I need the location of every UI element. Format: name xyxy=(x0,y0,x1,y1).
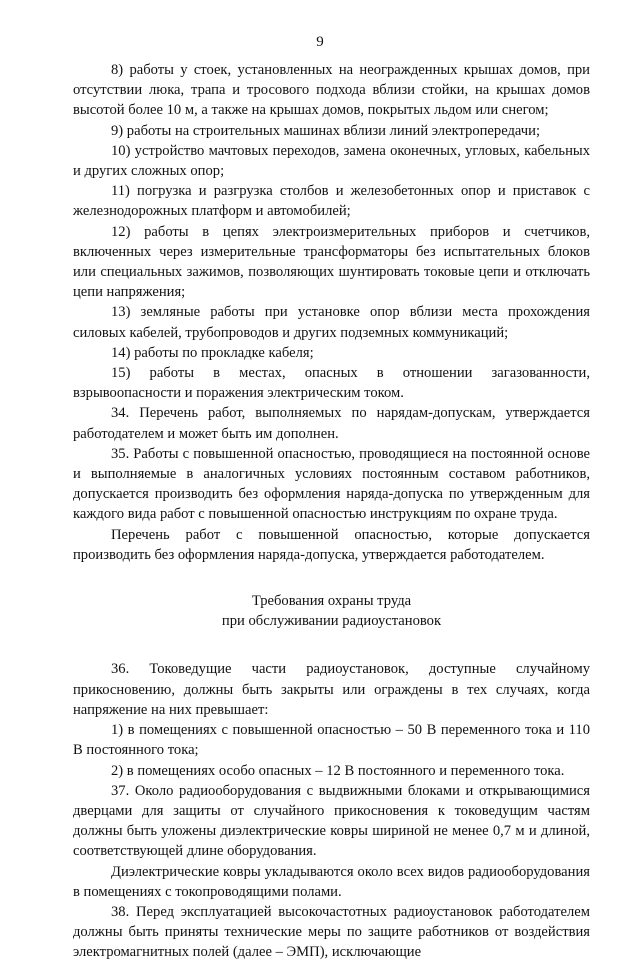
paragraph-37: 37. Около радиооборудования с выдвижными блоками и открывающимися дверцами для защиты от случайного прикосновения к токоведущим частям должны быть уложены диэлектрические ковры шириной не менее 0,7 м и длиной, соответствующей длине оборудования. xyxy=(73,782,590,860)
paragraph-item-8: 8) работы у стоек, установленных на неогражденных крышах домов, при отсутствии люка, трапа и тросового подхода вблизи стойки, на крышах домов высотой более 10 м, а также на крышах домов, покрытых льдом или снегом; xyxy=(73,62,590,119)
paragraph-item-9: 9) работы на строительных машинах вблизи линий электропередачи; xyxy=(111,122,541,139)
paragraph-38: 38. Перед эксплуатацией высокочастотных радиоустановок работодателем должны быть приняты технические меры по защите работников от воздействия электромагнитных полей (далее – ЭМП), исключающие xyxy=(73,903,590,961)
paragraph-36: 36. Токоведущие части радиоустановок, доступные случайному прикосновению, должны быть закрыты или ограждены в тех случаях, когда напряжение на них превышает: xyxy=(73,661,590,718)
paragraph-35-list-note: Перечень работ с повышенной опасностью, которые допускается производить без оформления наряда-допуска, утверждается работодателем. xyxy=(73,526,590,563)
paragraph-36-item-1: 1) в помещениях с повышенной опасностью – 50 В переменного тока и 110 В постоянного тока; xyxy=(73,722,590,759)
document-body xyxy=(73,60,590,963)
paragraph-37-note: Диэлектрические ковры укладываются около всех видов радиооборудования в помещениях с токопроводящими полами. xyxy=(73,863,590,900)
paragraph-35: 35. Работы с повышенной опасностью, проводящиеся на постоянной основе и выполняемые в аналогичных условиях постоянным составом работников, допускается производить без оформления наряда-допуска по утвержденным для каждого вида работ с повышенной опасностью инструкциям по охране труда. xyxy=(73,445,590,523)
section-heading xyxy=(73,591,590,631)
paragraph-item-14: 14) работы по прокладке кабеля; xyxy=(111,344,314,361)
paragraph-item-10: 10) устройство мачтовых переходов, замена оконечных, угловых, кабельных и других сложных опор; xyxy=(73,142,590,180)
paragraph-item-15: 15) работы в местах, опасных в отношении загазованности, взрывоопасности и поражения электрическим током. xyxy=(73,365,590,402)
section-heading-line-2: при обслуживании радиоустановок xyxy=(221,613,442,630)
paragraph-34: 34. Перечень работ, выполняемых по нарядам-допускам, утверждается работодателем и может быть им дополнен. xyxy=(73,405,590,442)
page-number: 9 xyxy=(316,34,324,50)
section-heading-line-1: Требования охраны труда xyxy=(251,593,412,610)
paragraph-item-12: 12) работы в цепях электроизмерительных приборов и счетчиков, включенных через измерительные трансформаторы без испытательных блоков или специальных зажимов, позволяющих шунтировать токовые цепи и отключать цепи напряжения; xyxy=(73,223,590,301)
paragraph-36-item-2: 2) в помещениях особо опасных – 12 В постоянного и переменного тока. xyxy=(111,762,565,779)
paragraph-item-11: 11) погрузка и разгрузка столбов и железобетонных опор и приставок с железнодорожных платформ и автомобилей; xyxy=(73,183,590,220)
paragraph-item-13: 13) земляные работы при установке опор вблизи места прохождения силовых кабелей, трубопроводов и других подземных коммуникаций; xyxy=(73,304,590,341)
